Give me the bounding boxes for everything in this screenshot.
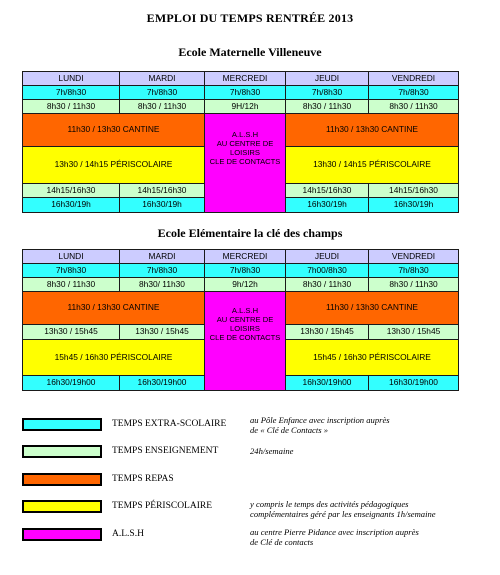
legend-swatch-repas <box>22 473 102 486</box>
morning-class-cell: 8h30 / 11h30 <box>119 99 205 114</box>
morning-class-cell: 8h30/ 11h30 <box>119 277 205 292</box>
legend-note: 24h/semaine <box>250 446 294 456</box>
early-afternoon-cell: 13h30 / 15h45 <box>285 324 369 340</box>
morning-care-cell: 7h00/8h30 <box>285 263 369 278</box>
morning-class-cell: 8h30 / 11h30 <box>285 99 369 114</box>
evening-care-cell: 16h30/19h <box>368 197 459 213</box>
legend-label: TEMPS PÉRISCOLAIRE <box>112 501 213 511</box>
legend-note: y compris le temps des activités pédagogiques complémentaires géré par les enseignants 1h/semaine <box>250 499 436 520</box>
morning-care-cell: 7h/8h30 <box>119 263 205 278</box>
legend-note: au centre Pierre Pidance avec inscription auprès de Clé de contacts <box>250 527 419 548</box>
periscolaire-block: 13h30 / 14h15 PÉRISCOLAIRE <box>285 146 459 184</box>
legend-swatch-extra-scolaire <box>22 418 102 431</box>
morning-care-cell: 7h/8h30 <box>204 85 286 100</box>
day-header: VENDREDI <box>368 249 459 264</box>
morning-care-cell: 7h/8h30 <box>119 85 205 100</box>
afternoon-class-cell: 14h15/16h30 <box>368 183 459 198</box>
day-header: LUNDI <box>22 71 120 86</box>
alsh-line: A.L.S.H <box>231 130 259 139</box>
morning-class-cell: 9h/12h <box>204 277 286 292</box>
legend-swatch-periscolaire <box>22 500 102 513</box>
morning-class-cell: 8h30 / 11h30 <box>285 277 369 292</box>
morning-care-cell: 7h/8h30 <box>22 263 120 278</box>
early-afternoon-cell: 13h30 / 15h45 <box>119 324 205 340</box>
morning-care-cell: 7h/8h30 <box>368 263 459 278</box>
morning-class-cell: 8h30 / 11h30 <box>368 99 459 114</box>
morning-care-cell: 7h/8h30 <box>22 85 120 100</box>
school-title-elementaire: Ecole Elémentaire la clé des champs <box>157 226 343 240</box>
morning-class-cell: 8h30 / 11h30 <box>368 277 459 292</box>
legend-label: TEMPS REPAS <box>112 474 174 484</box>
lunch-block: 11h30 / 13h30 CANTINE <box>285 113 459 147</box>
afternoon-class-cell: 14h15/16h30 <box>119 183 205 198</box>
lunch-block: 11h30 / 13h30 CANTINE <box>285 291 459 325</box>
alsh-line: LOISIRS <box>230 148 260 158</box>
evening-care-cell: 16h30/19h00 <box>22 375 120 391</box>
page-title: EMPLOI DU TEMPS RENTRÉE 2013 <box>146 11 354 25</box>
day-header: LUNDI <box>22 249 120 264</box>
afternoon-class-cell: 14h15/16h30 <box>285 183 369 198</box>
alsh-line: A.L.S.H <box>231 306 259 315</box>
lunch-block: 11h30 / 13h30 CANTINE <box>22 291 205 325</box>
alsh-line: CLE DE CONTACTS <box>209 157 281 167</box>
morning-class-cell: 9H/12h <box>204 99 286 114</box>
evening-care-cell: 16h30/19h <box>119 197 205 213</box>
evening-care-cell: 16h30/19h <box>285 197 369 213</box>
evening-care-cell: 16h30/19h00 <box>368 375 459 391</box>
evening-care-cell: 16h30/19h00 <box>119 375 205 391</box>
evening-care-cell: 16h30/19h <box>22 197 120 213</box>
alsh-block <box>204 113 286 213</box>
day-header: MERCREDI <box>204 71 286 86</box>
periscolaire-block: 15h45 / 16h30 PÉRISCOLAIRE <box>22 339 205 376</box>
alsh-block <box>204 291 286 391</box>
morning-class-cell: 8h30 / 11h30 <box>22 277 120 292</box>
alsh-line: LOISIRS <box>230 324 260 334</box>
legend-label: TEMPS EXTRA-SCOLAIRE <box>112 419 227 429</box>
morning-care-cell: 7h/8h30 <box>204 263 286 278</box>
periscolaire-block: 13h30 / 14h15 PÉRISCOLAIRE <box>22 146 205 184</box>
morning-care-cell: 7h/8h30 <box>368 85 459 100</box>
alsh-line: CLE DE CONTACTS <box>209 333 281 343</box>
school-title-maternelle: Ecole Maternelle Villeneuve <box>178 45 322 59</box>
morning-class-cell: 8h30 / 11h30 <box>22 99 120 114</box>
legend-swatch-enseignement <box>22 445 102 458</box>
day-header: JEUDI <box>285 249 369 264</box>
early-afternoon-cell: 13h30 / 15h45 <box>368 324 459 340</box>
periscolaire-block: 15h45 / 16h30 PÉRISCOLAIRE <box>285 339 459 376</box>
afternoon-class-cell: 14h15/16h30 <box>22 183 120 198</box>
legend-label: TEMPS ENSEIGNEMENT <box>112 446 219 456</box>
alsh-line: AU CENTRE DE <box>216 315 274 325</box>
lunch-block: 11h30 / 13h30 CANTINE <box>22 113 205 147</box>
day-header: VENDREDI <box>368 71 459 86</box>
day-header: JEUDI <box>285 71 369 86</box>
evening-care-cell: 16h30/19h00 <box>285 375 369 391</box>
alsh-line: AU CENTRE DE <box>216 139 274 149</box>
legend-label: A.L.S.H <box>112 529 144 539</box>
legend-swatch-alsh <box>22 528 102 541</box>
day-header: MARDI <box>119 71 205 86</box>
morning-care-cell: 7h/8h30 <box>285 85 369 100</box>
day-header: MARDI <box>119 249 205 264</box>
early-afternoon-cell: 13h30 / 15h45 <box>22 324 120 340</box>
day-header: MERCREDI <box>204 249 286 264</box>
legend-note: au Pôle Enfance avec inscription auprès de « Clé de Contacts » <box>250 415 390 436</box>
